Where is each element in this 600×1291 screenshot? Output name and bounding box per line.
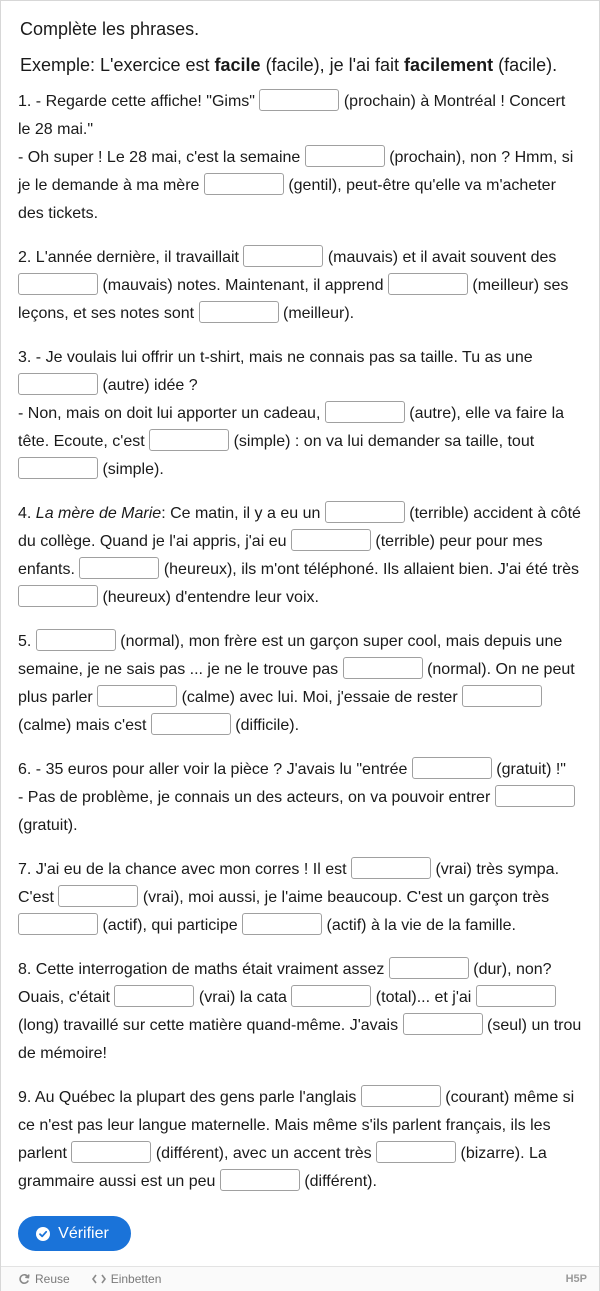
embed-link[interactable] (92, 1272, 162, 1286)
blank-input-q5-4[interactable] (462, 685, 542, 707)
sentence-text: (long) travaillé sur cette matière quand-même. J'avais (18, 1017, 403, 1034)
blank-input-q3-2[interactable] (325, 401, 405, 423)
sentence-text: 3. - Je voulais lui offrir un t-shirt, mais ne connais pas sa taille. Tu as une (18, 349, 533, 366)
sentence-text: - Pas de problème, je connais un des acteurs, on va pouvoir entrer (18, 789, 495, 806)
blank-input-q1-2[interactable] (305, 145, 385, 167)
h5p-logo: H5P (565, 1273, 587, 1285)
sentence-text: (total)... et j'ai (371, 989, 476, 1006)
example-suffix: (facile). (493, 55, 558, 75)
example-word-2: facilement (404, 55, 494, 75)
sentence-text: (terrible) accident à côté du collège. Quand je l'ai appris, j'ai eu (18, 505, 581, 550)
sentence-text: 4. (18, 505, 36, 522)
blank-input-q3-1[interactable] (18, 373, 98, 395)
blank-input-q6-1[interactable] (412, 757, 492, 779)
blank-input-q1-1[interactable] (259, 89, 339, 111)
exercise-content (1, 18, 599, 1196)
example-word-1: facile (214, 55, 261, 75)
blank-input-q5-1[interactable] (36, 629, 116, 651)
example-prefix: Exemple: L'exercice est (20, 55, 215, 75)
sentence-text: (meilleur). (278, 305, 355, 322)
sentence-text: (meilleur) ses leçons, et ses notes sont (18, 277, 569, 322)
sentence-text: (actif), qui participe (98, 917, 243, 934)
blank-input-q1-3[interactable] (204, 173, 284, 195)
sentence-text: (prochain), non ? Hmm, si je le demande à ma mère (18, 149, 574, 194)
sentence-text: 2. L'année dernière, il travaillait (18, 249, 244, 266)
question-2 (18, 244, 599, 328)
sentence-text: (autre) idée ? (98, 377, 198, 394)
blank-input-q3-3[interactable] (149, 429, 229, 451)
sentence-text: (gratuit) !" (491, 761, 566, 778)
example-sentence (20, 54, 599, 76)
sentence-text: 5. (18, 633, 36, 650)
blank-input-q4-4[interactable] (18, 585, 98, 607)
sentence-text: (autre), elle va faire la tête. Ecoute, c'est (18, 405, 565, 450)
embed-code-icon (92, 1274, 106, 1284)
sentence-text: (mauvais) notes. Maintenant, il apprend (98, 277, 388, 294)
blank-input-q8-2[interactable] (114, 985, 194, 1007)
question-4 (18, 500, 599, 612)
question-7 (18, 856, 599, 940)
reuse-icon (18, 1273, 30, 1285)
blank-input-q2-1[interactable] (243, 245, 323, 267)
task-instruction: Complète les phrases. (20, 19, 200, 39)
sentence-text: 9. Au Québec la plupart des gens parle l'anglais (18, 1089, 361, 1106)
blank-input-q5-2[interactable] (343, 657, 423, 679)
question-1 (18, 88, 599, 228)
sentence-text: - Oh super ! Le 28 mai, c'est la semaine (18, 149, 305, 166)
sentence-text: - Non, mais on doit lui apporter un cadeau, (18, 405, 325, 422)
check-button-label: Vérifier (58, 1224, 109, 1242)
blank-input-q9-4[interactable] (220, 1169, 300, 1191)
blank-input-q7-4[interactable] (242, 913, 322, 935)
blank-input-q4-1[interactable] (325, 501, 405, 523)
sentence-text: (gratuit). (18, 817, 78, 834)
sentence-text: (difficile). (230, 717, 300, 734)
question-9 (18, 1084, 599, 1196)
sentence-text: (heureux), ils m'ont téléphoné. Ils allaient bien. J'ai été très (159, 561, 580, 578)
h5p-footer (1, 1266, 599, 1291)
sentence-text: (simple). (98, 461, 164, 478)
sentence-text: (vrai) très sympa. C'est (18, 861, 560, 906)
blank-input-q5-3[interactable] (97, 685, 177, 707)
sentence-text: (calme) avec lui. Moi, j'essaie de rester (177, 689, 463, 706)
sentence-text: 7. J'ai eu de la chance avec mon corres ! Il est (18, 861, 351, 878)
sentence-text: : Ce matin, il y a eu un (161, 505, 325, 522)
sentence-text: (courant) même si ce n'est pas leur langue maternelle. Mais même s'ils parlent français, ils les parlent (18, 1089, 575, 1162)
sentence-text: (vrai), moi aussi, je l'aime beaucoup. C'est un garçon très (138, 889, 550, 906)
blank-input-q6-2[interactable] (495, 785, 575, 807)
question-8 (18, 956, 599, 1068)
sentence-text: (seul) un trou de mémoire! (18, 1017, 582, 1062)
sentence-text: (simple) : on va lui demander sa taille, tout (229, 433, 535, 450)
sentence-text: (bizarre). La grammaire aussi est un peu (18, 1145, 547, 1190)
sentence-text: (prochain) à Montréal ! Concert le 28 mai." (18, 93, 566, 138)
reuse-label: Reuse (35, 1272, 70, 1286)
blank-input-q8-4[interactable] (476, 985, 556, 1007)
sentence-text: (heureux) d'entendre leur voix. (98, 589, 319, 606)
blank-input-q9-2[interactable] (71, 1141, 151, 1163)
blank-input-q7-3[interactable] (18, 913, 98, 935)
sentence-text: 6. - 35 euros pour aller voir la pièce ? J'avais lu "entrée (18, 761, 412, 778)
blank-input-q9-1[interactable] (361, 1085, 441, 1107)
blank-input-q8-3[interactable] (291, 985, 371, 1007)
sentence-text: (terrible) peur pour mes enfants. (18, 533, 543, 578)
sentence-text: (normal), mon frère est un garçon super cool, mais depuis une semaine, je ne sais pas ... je ne le trouve pas (18, 633, 563, 678)
blank-input-q2-2[interactable] (18, 273, 98, 295)
question-5 (18, 628, 599, 740)
blank-input-q8-5[interactable] (403, 1013, 483, 1035)
sentence-text: (différent), avec un accent très (151, 1145, 377, 1162)
sentence-text: 1. - Regarde cette affiche! "Gims" (18, 93, 260, 110)
blank-input-q8-1[interactable] (389, 957, 469, 979)
question-list (18, 88, 599, 1196)
sentence-text: (actif) à la vie de la famille. (322, 917, 516, 934)
sentence-text: (mauvais) et il avait souvent des (323, 249, 557, 266)
check-button[interactable] (18, 1216, 131, 1251)
embed-label: Einbetten (110, 1272, 162, 1286)
reuse-link[interactable] (18, 1272, 70, 1286)
italic-text: La mère de Marie (35, 505, 162, 522)
example-mid: (facile), je l'ai fait (260, 55, 405, 75)
question-3 (18, 344, 599, 484)
sentence-text: (calme) mais c'est (18, 717, 151, 734)
blank-input-q5-5[interactable] (151, 713, 231, 735)
question-6 (18, 756, 599, 840)
blank-input-q7-2[interactable] (58, 885, 138, 907)
blank-input-q4-2[interactable] (291, 529, 371, 551)
sentence-text: 8. Cette interrogation de maths était vraiment assez (18, 961, 389, 978)
sentence-text: (dur), non? Ouais, c'était (18, 961, 552, 1006)
sentence-text: (différent). (299, 1173, 377, 1190)
blank-input-q2-4[interactable] (199, 301, 279, 323)
blank-input-q7-1[interactable] (351, 857, 431, 879)
sentence-text: (vrai) la cata (194, 989, 292, 1006)
sentence-text: (normal). On ne peut plus parler (18, 661, 575, 706)
check-circle-icon (36, 1227, 50, 1241)
blank-input-q4-3[interactable] (79, 557, 159, 579)
blank-input-q3-4[interactable] (18, 457, 98, 479)
blank-input-q9-3[interactable] (376, 1141, 456, 1163)
sentence-text: (gentil), peut-être qu'elle va m'acheter des tickets. (18, 177, 556, 222)
blank-input-q2-3[interactable] (388, 273, 468, 295)
